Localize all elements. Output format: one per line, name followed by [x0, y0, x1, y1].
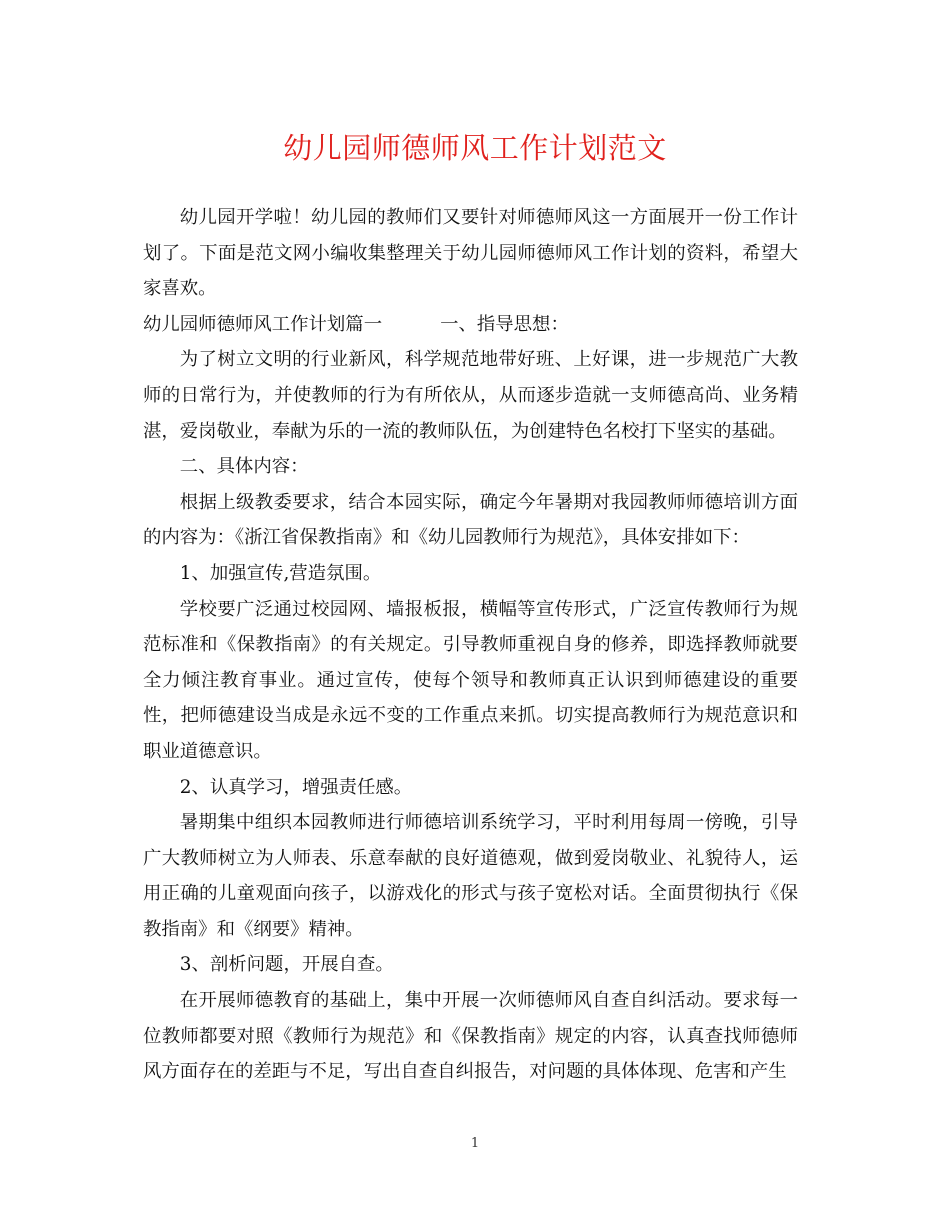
item2-paragraph: 暑期集中组织本园教师进行师德培训系统学习，平时利用每周一傍晚，引导广大教师树立为人师表、乐意奉献的良好道德观，做到爱岗敬业、礼貌待人，运用正确的儿童观面向孩子，以游戏化的形式与孩子宽松对话。全面贯彻执行《保教指南》和《纲要》精神。: [143, 812, 798, 940]
section-heading-title: 幼儿园师德师风工作计划篇一: [143, 313, 383, 335]
item3-paragraph: 在开展师德教育的基础上，集中开展一次师德师风自查自纠活动。要求每一位教师都要对照《教师行为规范》和《保教指南》规定的内容，认真查找师德师风方面存在的差距与不足，写出自查自纠报告，对问题的具体体现、危害和产生: [143, 990, 798, 1083]
specific-content-heading: 二、具体内容：: [179, 456, 309, 478]
page-number: 1: [470, 1136, 480, 1151]
document-title: 幼儿园师德师风工作计划范文: [283, 131, 667, 165]
document-body: [143, 200, 798, 1090]
item1-paragraph: 学校要广泛通过校园网、墙报板报，横幅等宣传形式，广泛宣传教师行为规范标准和《保教指南》的有关规定。引导教师重视自身的修养，即选择教师就要全力倾注教育事业。通过宣传，使每个领导和教师真正认识到师德建设的重要性，把师德建设当成是永远不变的工作重点来抓。切实提高教师行为规范意识和职业道德意识。: [143, 598, 798, 762]
item2-heading: 2、认真学习，增强责任感。: [179, 776, 413, 798]
intro-paragraph: 幼儿园开学啦！幼儿园的教师们又要针对师德师风这一方面展开一份工作计划了。下面是范文网小编收集整理关于幼儿园师德师风工作计划的资料，希望大家喜欢。: [143, 207, 798, 300]
guiding-ideology-paragraph: 为了树立文明的行业新风，科学规范地带好班、上好课，进一步规范广大教师的日常行为，并使教师的行为有所依从，从而逐步造就一支师德高尚、业务精湛，爱岗敬业，奉献为乐的一流的教师队伍，为创建特色名校打下坚实的基础。: [143, 349, 798, 442]
item3-heading: 3、剖析问题，开展自查。: [179, 954, 394, 976]
specific-content-paragraph: 根据上级教委要求，结合本园实际，确定今年暑期对我园教师师德培训方面的内容为：《浙江省保教指南》和《幼儿园教师行为规范》，具体安排如下：: [143, 491, 798, 549]
section-heading-line: [143, 307, 798, 343]
item1-heading: 1、加强宣传,营造氛围。: [179, 562, 382, 584]
guiding-ideology-heading: 一、指导思想：: [440, 313, 569, 335]
